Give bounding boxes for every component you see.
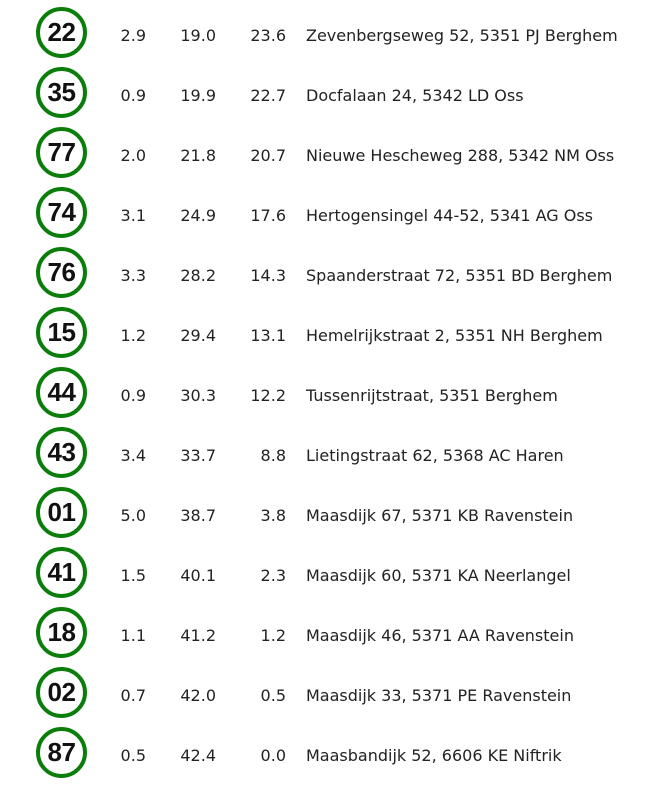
route-node-row: [0, 606, 663, 666]
node-number-badge[interactable]: 44: [36, 367, 87, 418]
segment-distance: 1.2: [120, 326, 146, 345]
route-node-row: [0, 306, 663, 366]
cumulative-distance: 28.2: [180, 266, 216, 285]
cumulative-distance: 30.3: [180, 386, 216, 405]
node-address: Spaanderstraat 72, 5351 BD Berghem: [306, 266, 613, 285]
remaining-distance: 23.6: [250, 26, 286, 45]
remaining-distance: 14.3: [250, 266, 286, 285]
segment-distance: 2.0: [120, 146, 146, 165]
cumulative-distance: 42.4: [180, 746, 216, 765]
node-number-badge[interactable]: 22: [36, 7, 87, 58]
remaining-distance: 3.8: [260, 506, 286, 525]
cumulative-distance: 24.9: [180, 206, 216, 225]
node-address: Maasbandijk 52, 6606 KE Niftrik: [306, 746, 562, 765]
route-node-row: [0, 366, 663, 426]
node-number-badge[interactable]: 77: [36, 127, 87, 178]
segment-distance: 0.5: [120, 746, 146, 765]
node-address: Tussenrijtstraat, 5351 Berghem: [306, 386, 558, 405]
remaining-distance: 12.2: [250, 386, 286, 405]
route-node-row: [0, 6, 663, 66]
node-address: Maasdijk 67, 5371 KB Ravenstein: [306, 506, 574, 525]
remaining-distance: 22.7: [250, 86, 286, 105]
node-number-badge[interactable]: 87: [36, 727, 87, 778]
node-address: Maasdijk 33, 5371 PE Ravenstein: [306, 686, 572, 705]
node-address: Hertogensingel 44-52, 5341 AG Oss: [306, 206, 593, 225]
segment-distance: 3.1: [120, 206, 146, 225]
remaining-distance: 8.8: [260, 446, 286, 465]
segment-distance: 0.9: [120, 86, 146, 105]
node-address: Hemelrijkstraat 2, 5351 NH Berghem: [306, 326, 603, 345]
route-node-list: [0, 6, 663, 786]
route-node-row: [0, 546, 663, 606]
route-node-row: [0, 666, 663, 726]
node-address: Zevenbergseweg 52, 5351 PJ Berghem: [306, 26, 618, 45]
route-node-row: [0, 246, 663, 306]
node-address: Maasdijk 60, 5371 KA Neerlangel: [306, 566, 571, 585]
cumulative-distance: 29.4: [180, 326, 216, 345]
segment-distance: 3.4: [120, 446, 146, 465]
cumulative-distance: 33.7: [180, 446, 216, 465]
node-address: Docfalaan 24, 5342 LD Oss: [306, 86, 524, 105]
node-number-badge[interactable]: 76: [36, 247, 87, 298]
node-number-badge[interactable]: 43: [36, 427, 87, 478]
remaining-distance: 0.5: [260, 686, 286, 705]
remaining-distance: 13.1: [250, 326, 286, 345]
route-node-row: [0, 66, 663, 126]
node-address: Maasdijk 46, 5371 AA Ravenstein: [306, 626, 574, 645]
cumulative-distance: 42.0: [180, 686, 216, 705]
route-node-row: [0, 126, 663, 186]
node-number-badge[interactable]: 01: [36, 487, 87, 538]
segment-distance: 1.1: [120, 626, 146, 645]
remaining-distance: 20.7: [250, 146, 286, 165]
cumulative-distance: 40.1: [180, 566, 216, 585]
segment-distance: 0.9: [120, 386, 146, 405]
node-number-badge[interactable]: 74: [36, 187, 87, 238]
segment-distance: 0.7: [120, 686, 146, 705]
cumulative-distance: 19.0: [180, 26, 216, 45]
route-node-row: [0, 486, 663, 546]
node-number-badge[interactable]: 15: [36, 307, 87, 358]
segment-distance: 5.0: [120, 506, 146, 525]
segment-distance: 3.3: [120, 266, 146, 285]
cumulative-distance: 41.2: [180, 626, 216, 645]
node-number-badge[interactable]: 18: [36, 607, 87, 658]
node-number-badge[interactable]: 02: [36, 667, 87, 718]
remaining-distance: 1.2: [260, 626, 286, 645]
node-address: Nieuwe Hescheweg 288, 5342 NM Oss: [306, 146, 615, 165]
route-node-row: [0, 726, 663, 786]
route-node-row: [0, 186, 663, 246]
node-number-badge[interactable]: 35: [36, 67, 87, 118]
cumulative-distance: 38.7: [180, 506, 216, 525]
cumulative-distance: 21.8: [180, 146, 216, 165]
node-number-badge[interactable]: 41: [36, 547, 87, 598]
node-address: Lietingstraat 62, 5368 AC Haren: [306, 446, 564, 465]
remaining-distance: 17.6: [250, 206, 286, 225]
remaining-distance: 2.3: [260, 566, 286, 585]
route-node-row: [0, 426, 663, 486]
remaining-distance: 0.0: [260, 746, 286, 765]
cumulative-distance: 19.9: [180, 86, 216, 105]
segment-distance: 1.5: [120, 566, 146, 585]
segment-distance: 2.9: [120, 26, 146, 45]
